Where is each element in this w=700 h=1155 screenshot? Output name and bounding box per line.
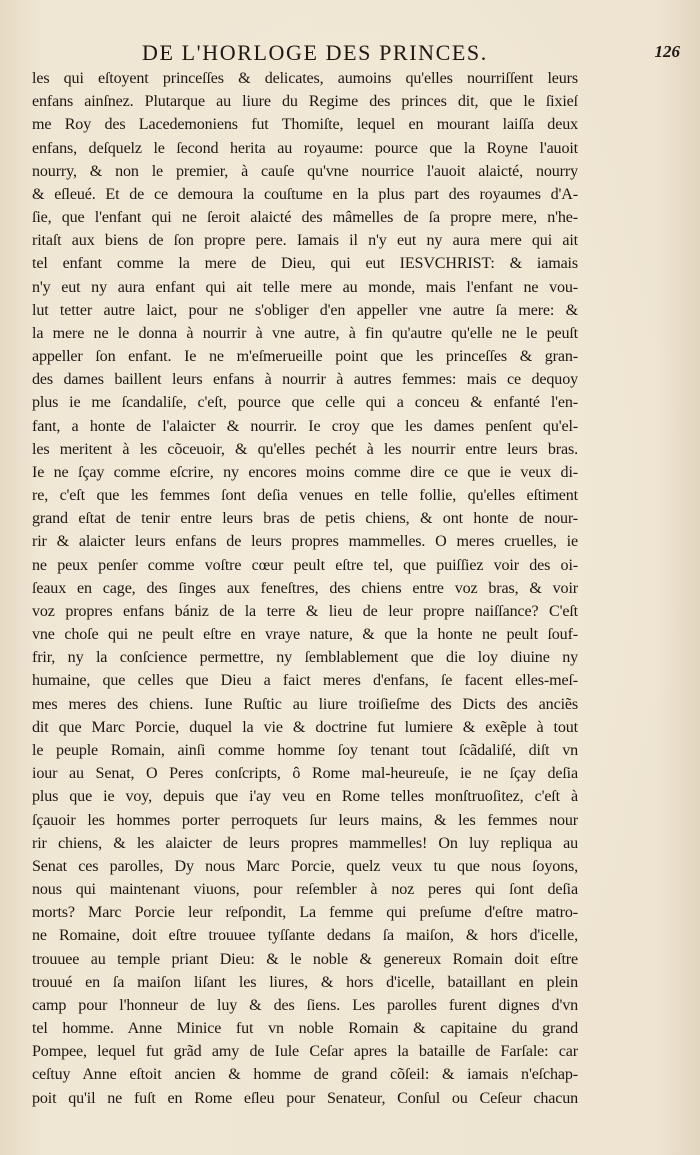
- text-line: ſçauoir les hommes porter perroquets ſur leurs mains, & les femmes nour: [32, 811, 578, 829]
- text-line: des dames baillent leurs enfans à nourrir à autres femmes: mais ce dequoy: [32, 371, 578, 389]
- text-line: trouué en ſa maiſon liſant les liures, & hors d'icelle, bataillant en plein: [32, 973, 578, 991]
- text-line: morts? Marc Porcie leur reſpondit, La femme qui preſume d'eſtre matro-: [32, 904, 578, 922]
- text-line: n'y eut ny aura enfant qui ait telle mere au monde, mais l'enfant ne vou-: [32, 278, 578, 296]
- text-line: ritaſt aux biens de ſon propre pere. Iamais il n'y eut ny aura mere qui ait: [32, 232, 578, 250]
- text-line: fant, a honte de l'alaicter & nourrir. Ie croy que les dames penſent qu'el-: [32, 417, 578, 435]
- text-line: tel homme. Anne Minice fut vn noble Romain & capitaine du grand: [32, 1020, 578, 1038]
- text-line: ceſtuy Anne eſtoit ancien & homme de grand cõſeil: & iamais n'eſchap-: [32, 1066, 578, 1084]
- text-line: Pompee, lequel fut grãd amy de Iule Ceſar apres la bataille de Farſale: car: [32, 1043, 578, 1061]
- text-line: ne Romaine, doit eſtre trouuee tyſſante dedans ſa maiſon, & hors d'icelle,: [32, 927, 578, 945]
- page-number: 126: [654, 42, 680, 61]
- text-line: enfans ainſnez. Plutarque au liure du Regime des princes dit, que le ſixieſ: [32, 93, 578, 111]
- text-line: me Roy des Lacedemoniens fut Thomiſte, lequel en mourant laiſſa deux: [32, 116, 578, 134]
- text-line: rir chiens, & les alaicter de leurs propres mammelles! On luy repliqua au: [32, 834, 578, 852]
- text-line: grand eſtat de tenir entre leurs bras de petis chiens, & ont honte de nour-: [32, 510, 578, 528]
- page-header: [30, 40, 680, 70]
- text-line: appeller ſon enfant. Ie ne m'eſmerueille point que les princeſſes & gran-: [32, 348, 578, 366]
- text-line: tel enfant comme la mere de Dieu, qui eut IESVCHRIST: & iamais: [32, 255, 578, 273]
- text-line: vne choſe qui ne peult eſtre en vraye nature, & que la honte ne peult ſouf-: [32, 626, 578, 644]
- text-line: poit qu'il ne fuſt en Rome eſleu pour Senateur, Conſul ou Ceſeur chacun: [32, 1089, 578, 1107]
- text-line: trouuee au temple priant Dieu: & le noble & genereux Romain doit eſtre: [32, 950, 578, 968]
- text-line: le peuple Romain, ainſi comme homme ſoy tenant tout ſcãdaliſé, diſt vn: [32, 741, 578, 759]
- text-line: mes meres des chiens. Iune Ruſtic au liure troiſieſme des Dicts des anciẽs: [32, 695, 578, 713]
- text-line: ne peux penſer comme voſtre cœur peult eſtre tel, que puiſſiez voir des oi-: [32, 556, 578, 574]
- text-line: ſie, que l'enfant qui ne ſeroit alaicté des mâmelles de ſa propre mere, n'he-: [32, 209, 578, 227]
- text-line: plus que ie voy, depuis que i'ay veu en Rome telles monſtruoſitez, c'eſt à: [32, 788, 578, 806]
- text-line: Ie ne ſçay comme eſcrire, ny encores moins comme dire ce que ie veux di-: [32, 463, 578, 481]
- text-line: Senat ces parolles, Dy nous Marc Porcie, quelz veux tu que nous ſoyons,: [32, 857, 578, 875]
- text-line: la mere ne le donna à nourrir à vne autre, à fin qu'autre qu'elle ne le peuſt: [32, 324, 578, 342]
- text-line: voz propres enfans bániz de la terre & lieu de leur propre naiſſance? C'eſt: [32, 602, 578, 620]
- text-line: enfans, deſquelz le ſecond herita au royaume: pource que la Royne l'auoit: [32, 139, 578, 157]
- text-line: les meritent à les cõceuoir, & qu'elles pechét à les nourrir entre leurs bras.: [32, 440, 578, 458]
- running-title: DE L'HORLOGE DES PRINCES.: [142, 40, 488, 65]
- text-line: frir, ny la conſcience permettre, ny ſemblablement que die loy diuine ny: [32, 649, 578, 667]
- text-line: camp pour l'honneur de luy & des ſiens. Les parolles furent dignes d'vn: [32, 996, 578, 1014]
- text-line: rir & alaicter leurs enfans de leurs propres mammelles. O meres cruelles, ie: [32, 533, 578, 551]
- text-line: re, c'eſt que les femmes ſont deſia venues en telle follie, qu'elles eſtiment: [32, 487, 578, 505]
- body-text: [32, 67, 578, 1110]
- text-line: lut tetter autre laict, pour ne s'obliger d'en appeller vne autre ſa mere: &: [32, 301, 578, 319]
- text-line: plus ie me ſcandaliſe, c'eſt, pource que celle qui a conceu & enfanté l'en-: [32, 394, 578, 412]
- text-line: ſeaux en cage, des ſinges aux feneſtres, des chiens entre voz bras, & voir: [32, 579, 578, 597]
- text-line: nous qui maintenant viuons, pour reſembler à noz peres qui ſont deſia: [32, 881, 578, 899]
- text-line: iour au Senat, O Peres conſcripts, ô Rome mal-heureuſe, ie ne ſçay deſia: [32, 765, 578, 783]
- text-line: les qui eſtoyent princeſſes & delicates, aumoins qu'elles nourriſſent leurs: [32, 70, 578, 87]
- text-line: & eſleué. Et de ce demoura la couſtume en la plus part des royaumes d'A-: [32, 185, 578, 203]
- text-line: humaine, que celles que Dieu a faict meres d'enfans, ſe facent elles-meſ-: [32, 672, 578, 690]
- text-line: dit que Marc Porcie, duquel la vie & doctrine fut lumiere & exẽple à tout: [32, 718, 578, 736]
- text-line: nourry, & non le premier, à cauſe qu'vne nourrice l'auoit alaicté, nourry: [32, 162, 578, 180]
